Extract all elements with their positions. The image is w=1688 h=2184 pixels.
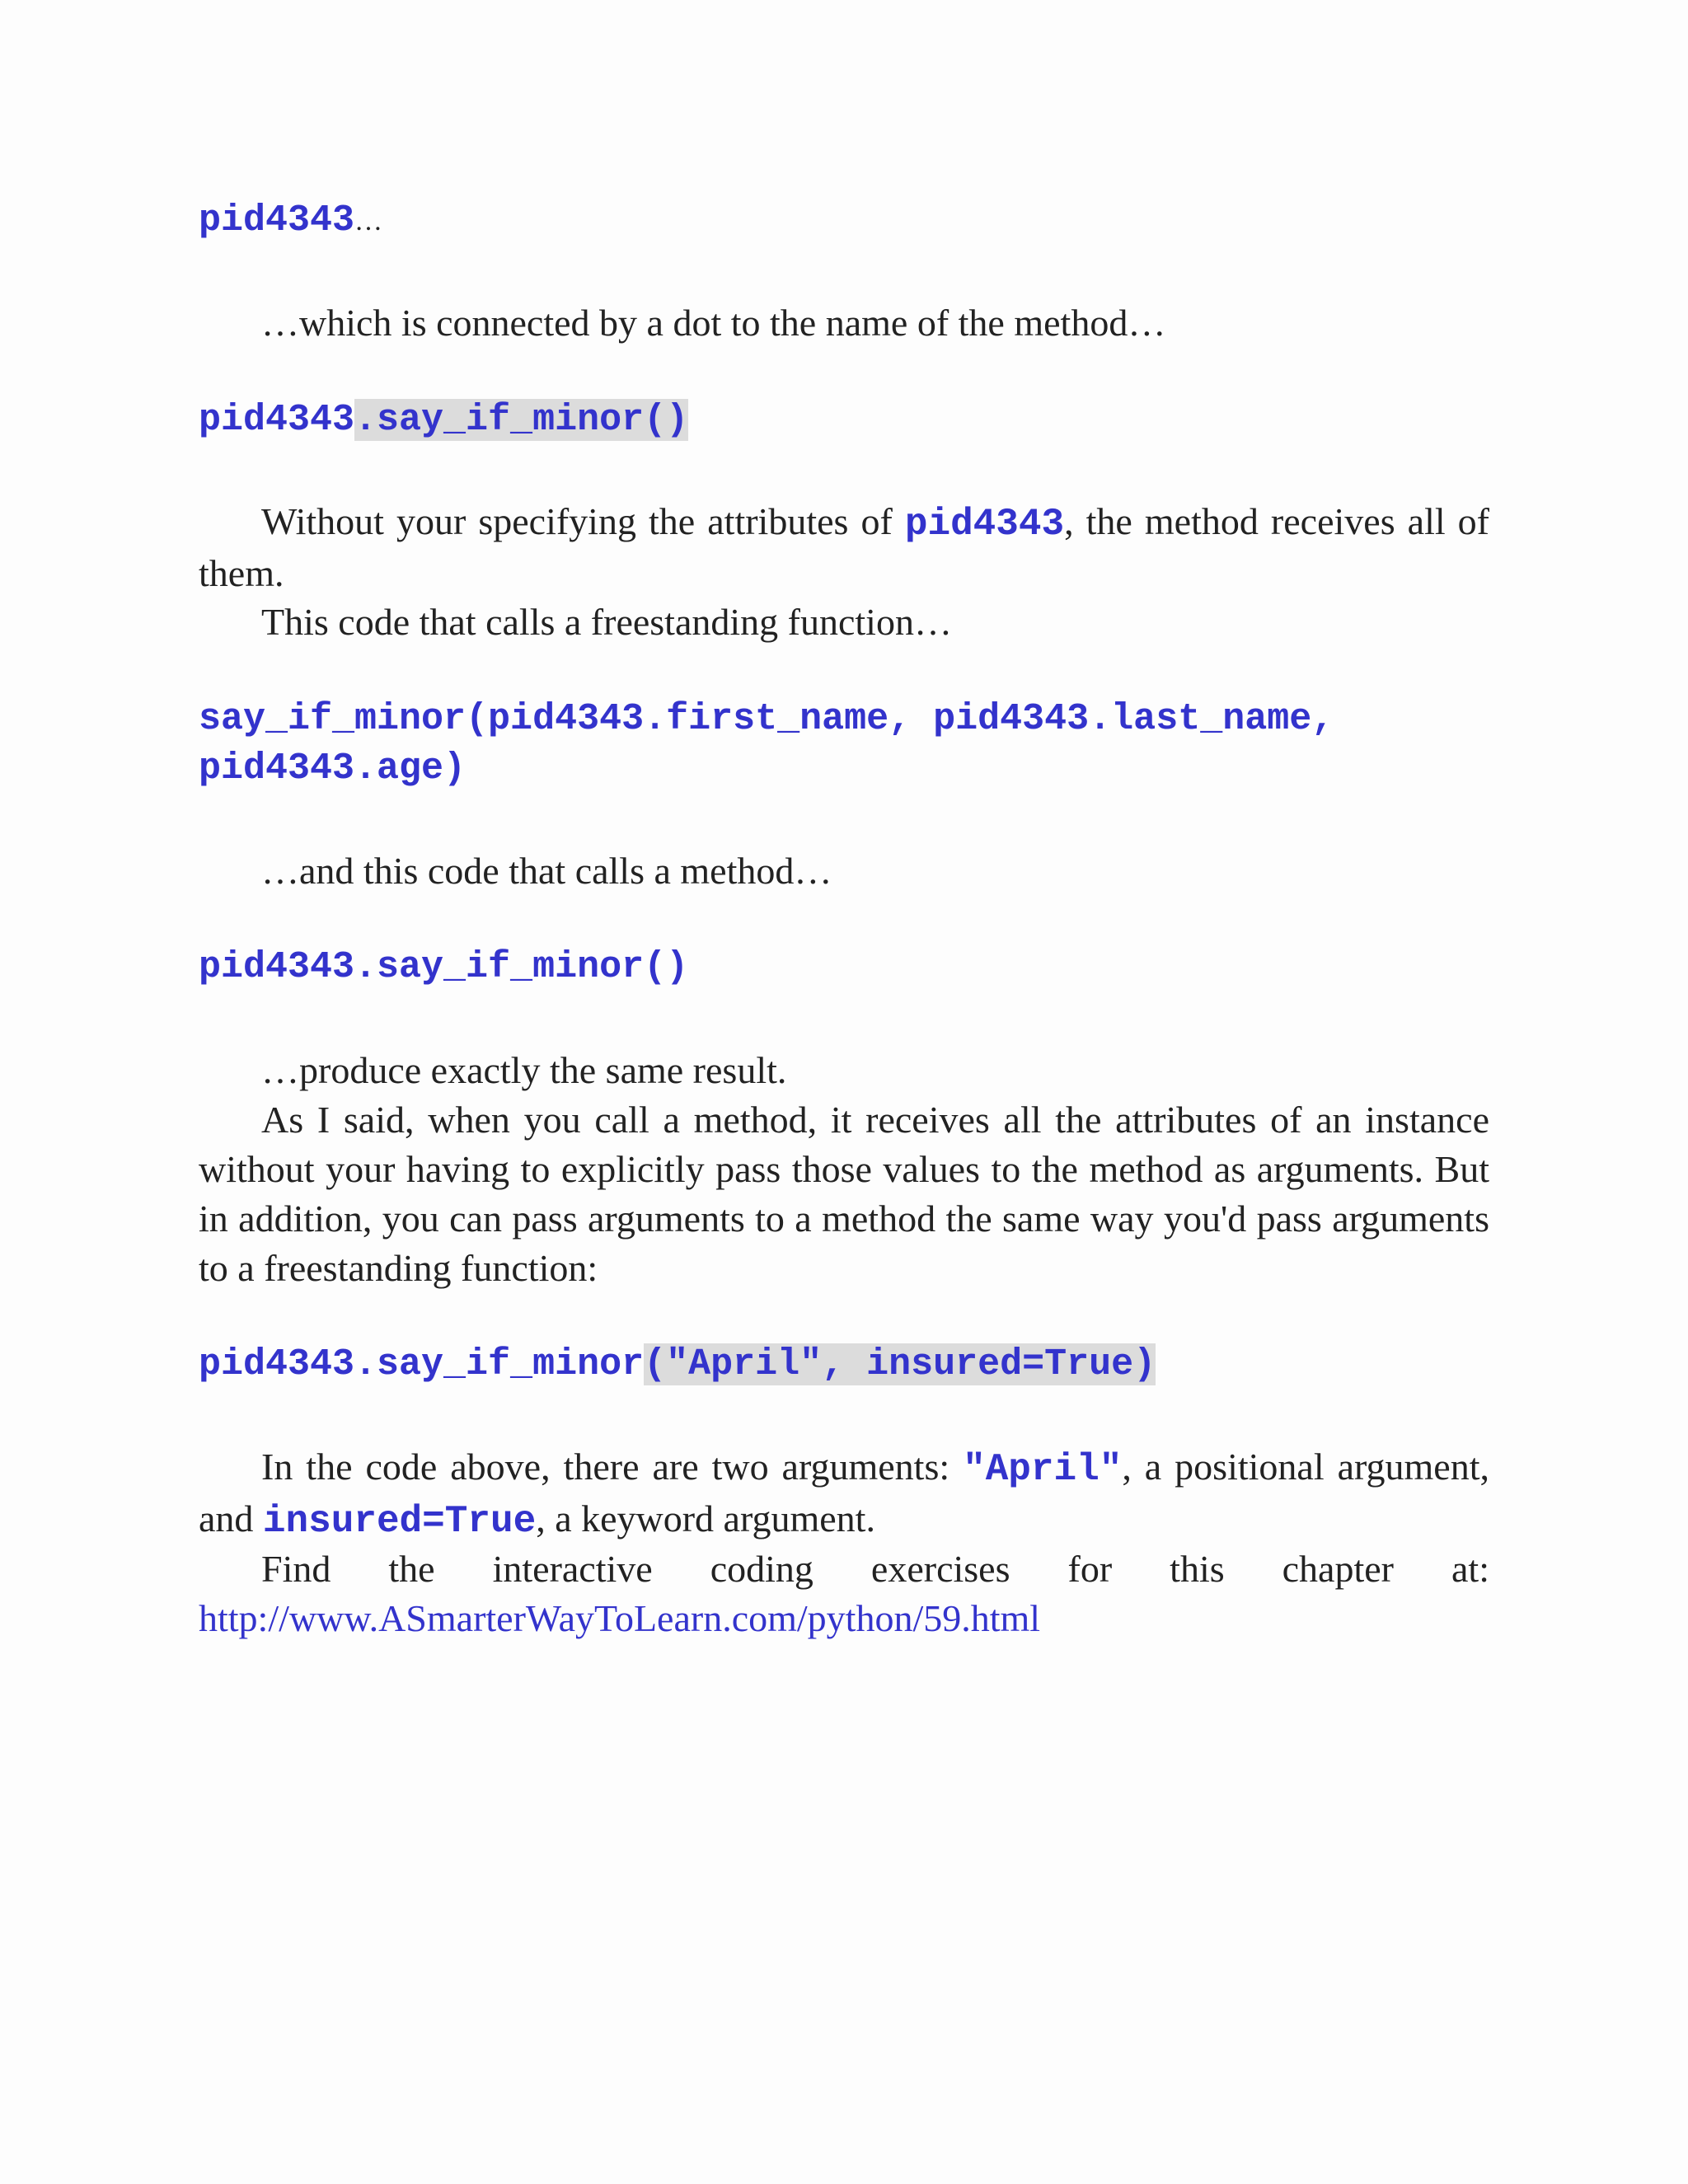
inline-code: "April" (963, 1448, 1123, 1491)
text-segment: , a keyword argument. (536, 1497, 875, 1540)
code-text: pid4343 (199, 399, 355, 441)
paragraph-attributes (199, 497, 1489, 598)
paragraph-passing-arguments: As I said, when you call a method, it receives all the attributes of an instance without your having to explicitly pass those values to the method as arguments. But in addition, you can pass arguments to a method the same way you'd pass arguments to a freestanding function: (199, 1099, 1489, 1289)
code-block-method-args (199, 1340, 1489, 1390)
code-line: pid4343.age) (199, 748, 467, 790)
paragraph-same-result: …produce exactly the same result. (261, 1049, 787, 1091)
paragraph-exercises (199, 1544, 1489, 1643)
ellipsis: … (354, 206, 383, 237)
code-line: say_if_minor(pid4343.first_name, pid4343.last_name, (199, 698, 1334, 740)
code-text: pid4343.say_if_minor (199, 1343, 645, 1385)
inline-code: insured=True (262, 1500, 537, 1543)
text-segment: In the code above, there are two arguments: (261, 1446, 964, 1488)
code-block-function-call (199, 695, 1489, 794)
paragraph-dot-connection: …which is connected by a dot to the name of the method… (261, 302, 1166, 344)
code-highlight: .say_if_minor() (354, 399, 689, 441)
paragraph-freestanding-intro: This code that calls a freestanding function… (261, 601, 952, 643)
text-segment: , the method receives all of them. (199, 500, 1489, 594)
code-highlight: ("April", insured=True) (644, 1343, 1156, 1385)
inline-code: pid4343 (904, 503, 1065, 546)
code-block-method-call-2: pid4343.say_if_minor() (199, 946, 689, 988)
code-block-object-name (199, 196, 1489, 246)
text-segment: , a positional argument, and (199, 1446, 1489, 1540)
code-text: pid4343 (199, 199, 355, 241)
paragraph-argument-types (199, 1442, 1489, 1546)
exercises-text: Find the interactive coding exercises for this chapter at: (261, 1548, 1489, 1590)
exercises-link[interactable]: http://www.ASmarterWayToLearn.com/python/59.html (199, 1597, 1041, 1639)
text-segment: Without your specifying the attributes of (261, 500, 905, 542)
paragraph-method-intro: …and this code that calls a method… (261, 850, 832, 892)
code-block-method-call (199, 396, 1489, 445)
